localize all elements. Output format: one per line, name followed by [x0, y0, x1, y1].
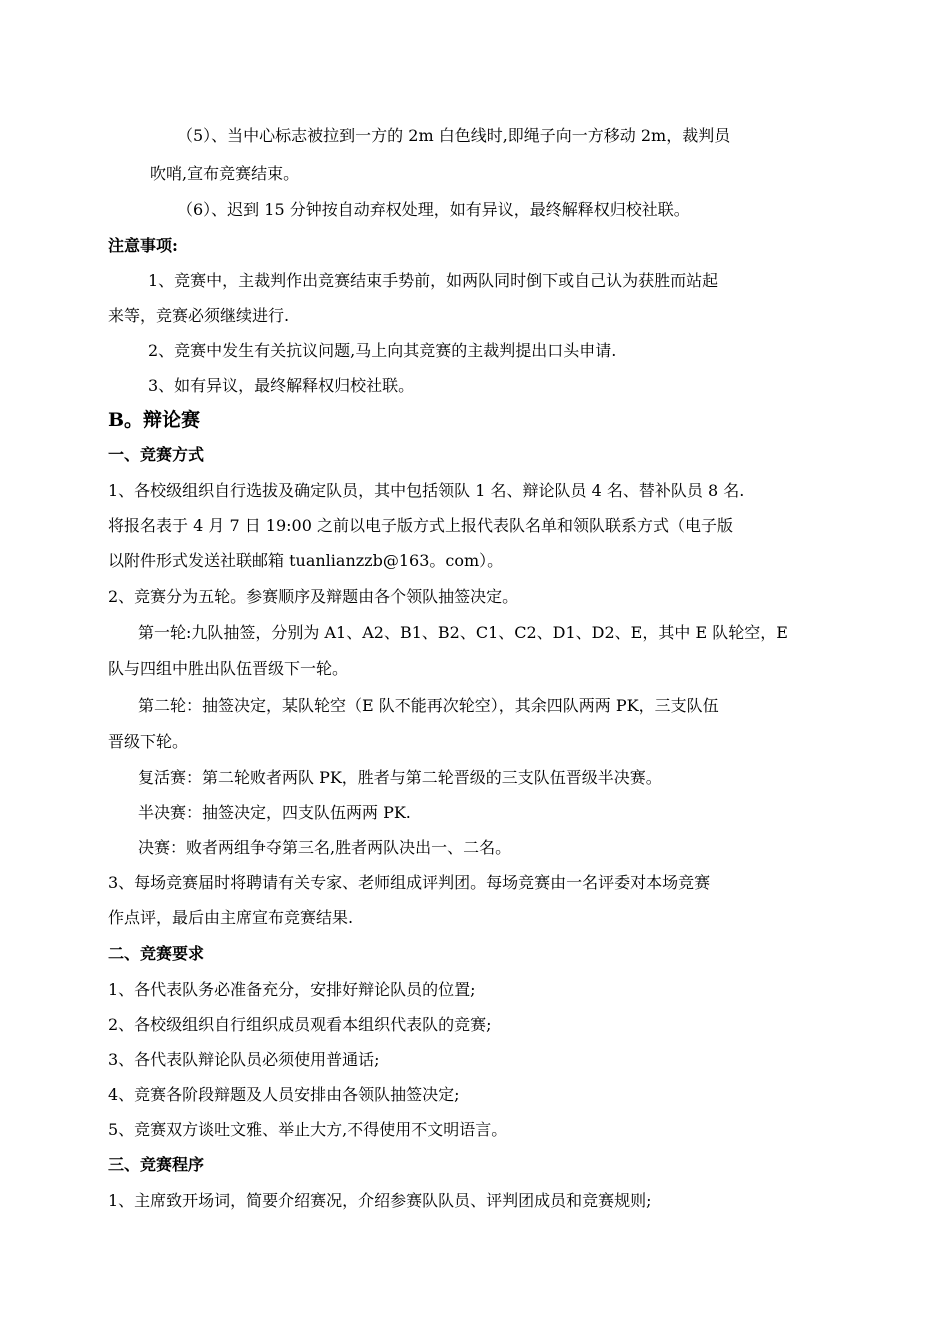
part-1-item-2: 2、竞赛分为五轮。参赛顺序及辩题由各个领队抽签决定。: [108, 587, 519, 606]
requirement-3: 3、各代表队辩论队员必须使用普通话;: [108, 1050, 380, 1069]
notes-heading: 注意事项:: [108, 236, 178, 255]
requirement-1: 1、各代表队务必准备充分，安排好辩论队员的位置;: [108, 980, 476, 999]
revival-round: 复活赛：第二轮败者两队 PK，胜者与第二轮晋级的三支队伍晋级半决赛。: [138, 768, 662, 787]
part-1-heading: 一、竞赛方式: [108, 445, 205, 464]
part-1-item-1-line-3: 以附件形式发送社联邮箱 tuanlianzzb@163。com）。: [108, 551, 504, 570]
note-1-line-1: 1、竞赛中，主裁判作出竞赛结束手势前，如两队同时倒下或自己认为获胜而站起: [148, 271, 719, 290]
note-3: 3、如有异议，最终解释权归校社联。: [148, 376, 415, 395]
round-2-line-1: 第二轮：抽签决定，某队轮空（E 队不能再次轮空），其余四队两两 PK，三支队伍: [138, 696, 719, 715]
round-1-line-1: 第一轮:九队抽签，分别为 A1、A2、B1、B2、C1、C2、D1、D2、E，其中 E 队轮空，E: [138, 623, 788, 642]
semifinal: 半决赛：抽签决定，四支队伍两两 PK.: [138, 803, 411, 822]
part-1-item-1-line-1: 1、各校级组织自行选拔及确定队员，其中包括领队 1 名、辩论队员 4 名、替补队员 8 名.: [108, 481, 745, 500]
part-1-item-1-line-2: 将报名表于 4 月 7 日 19:00 之前以电子版方式上报代表队名单和领队联系方式（电子版: [108, 516, 733, 535]
rule-5-line-2: 吹哨,宣布竞赛结束。: [150, 164, 300, 183]
part-1-item-3-line-1: 3、每场竞赛届时将聘请有关专家、老师组成评判团。每场竞赛由一名评委对本场竞赛: [108, 873, 711, 892]
requirement-2: 2、各校级组织自行组织成员观看本组织代表队的竞赛;: [108, 1015, 492, 1034]
section-b-title: B。辩论赛: [108, 409, 201, 431]
requirement-5: 5、竞赛双方谈吐文雅、举止大方,不得使用不文明语言。: [108, 1120, 508, 1139]
part-2-heading: 二、竞赛要求: [108, 944, 205, 963]
requirement-4: 4、竞赛各阶段辩题及人员安排由各领队抽签决定;: [108, 1085, 460, 1104]
procedure-1: 1、主席致开场词，简要介绍赛况，介绍参赛队队员、评判团成员和竞赛规则;: [108, 1191, 652, 1210]
note-2: 2、竞赛中发生有关抗议问题,马上向其竞赛的主裁判提出口头申请.: [148, 341, 617, 360]
rule-5-line-1: （5）、当中心标志被拉到一方的 2m 白色线时,即绳子向一方移动 2m，裁判员: [177, 126, 731, 145]
note-1-line-2: 来等，竞赛必须继续进行.: [108, 306, 290, 325]
part-3-heading: 三、竞赛程序: [108, 1155, 205, 1174]
round-1-line-2: 队与四组中胜出队伍晋级下一轮。: [108, 659, 349, 678]
round-2-line-2: 晋级下轮。: [108, 732, 189, 751]
final: 决赛：败者两组争夺第三名,胜者两队决出一、二名。: [138, 838, 512, 857]
part-1-item-3-line-2: 作点评，最后由主席宣布竞赛结果.: [108, 908, 354, 927]
rule-6: （6）、迟到 15 分钟按自动弃权处理，如有异议，最终解释权归校社联。: [177, 200, 690, 219]
